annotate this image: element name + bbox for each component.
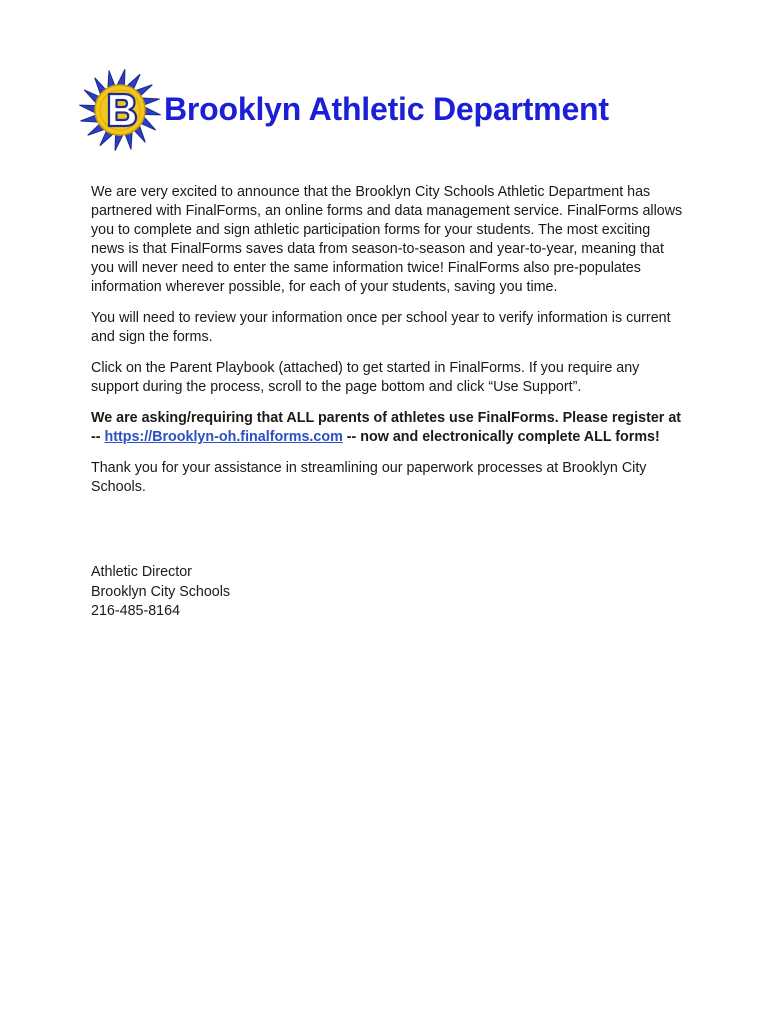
- signature-phone: 216-485-8164: [91, 603, 181, 619]
- signature-block: [91, 563, 491, 622]
- finalforms-link[interactable]: https://Brooklyn-oh.finalforms.com: [104, 429, 343, 445]
- letterhead: [78, 68, 718, 156]
- brooklyn-b-sun-logo-icon: [78, 68, 162, 152]
- review-paragraph: You will need to review your information once per school year to verify information is current and sign the forms.: [91, 310, 671, 345]
- registration-text-after-link: -- now and electronically complete ALL forms!: [342, 429, 660, 445]
- signature-title: Athletic Director: [91, 564, 192, 580]
- registration-paragraph: [91, 409, 683, 447]
- signature-organization: Brooklyn City Schools: [91, 583, 231, 600]
- department-title: Brooklyn Athletic Department: [164, 91, 609, 127]
- intro-paragraph: We are very excited to announce that the Brooklyn City Schools Athletic Department has partnered with FinalForms, an online forms and data management service. FinalForms allows you to complete and sign athletic participation forms for your students. The most exciting news is that FinalForms saves data from season-to-season and year-to-year, meaning that you will never need to enter the same information twice! FinalForms also pre-populates information wherever possible, for each of your students, saving you time.: [91, 184, 683, 295]
- letter-body: [91, 183, 683, 509]
- playbook-paragraph: Click on the Parent Playbook (attached) to get started in FinalForms. If you require any support during the process, scroll to the page bottom and click “Use Support”.: [91, 360, 640, 395]
- thank-you-paragraph: Thank you for your assistance in streamlining our paperwork processes at Brooklyn City Schools.: [91, 460, 647, 495]
- registration-text-before-link: We are asking/requiring that ALL parents of athletes use FinalForms. Please register at --: [91, 410, 682, 445]
